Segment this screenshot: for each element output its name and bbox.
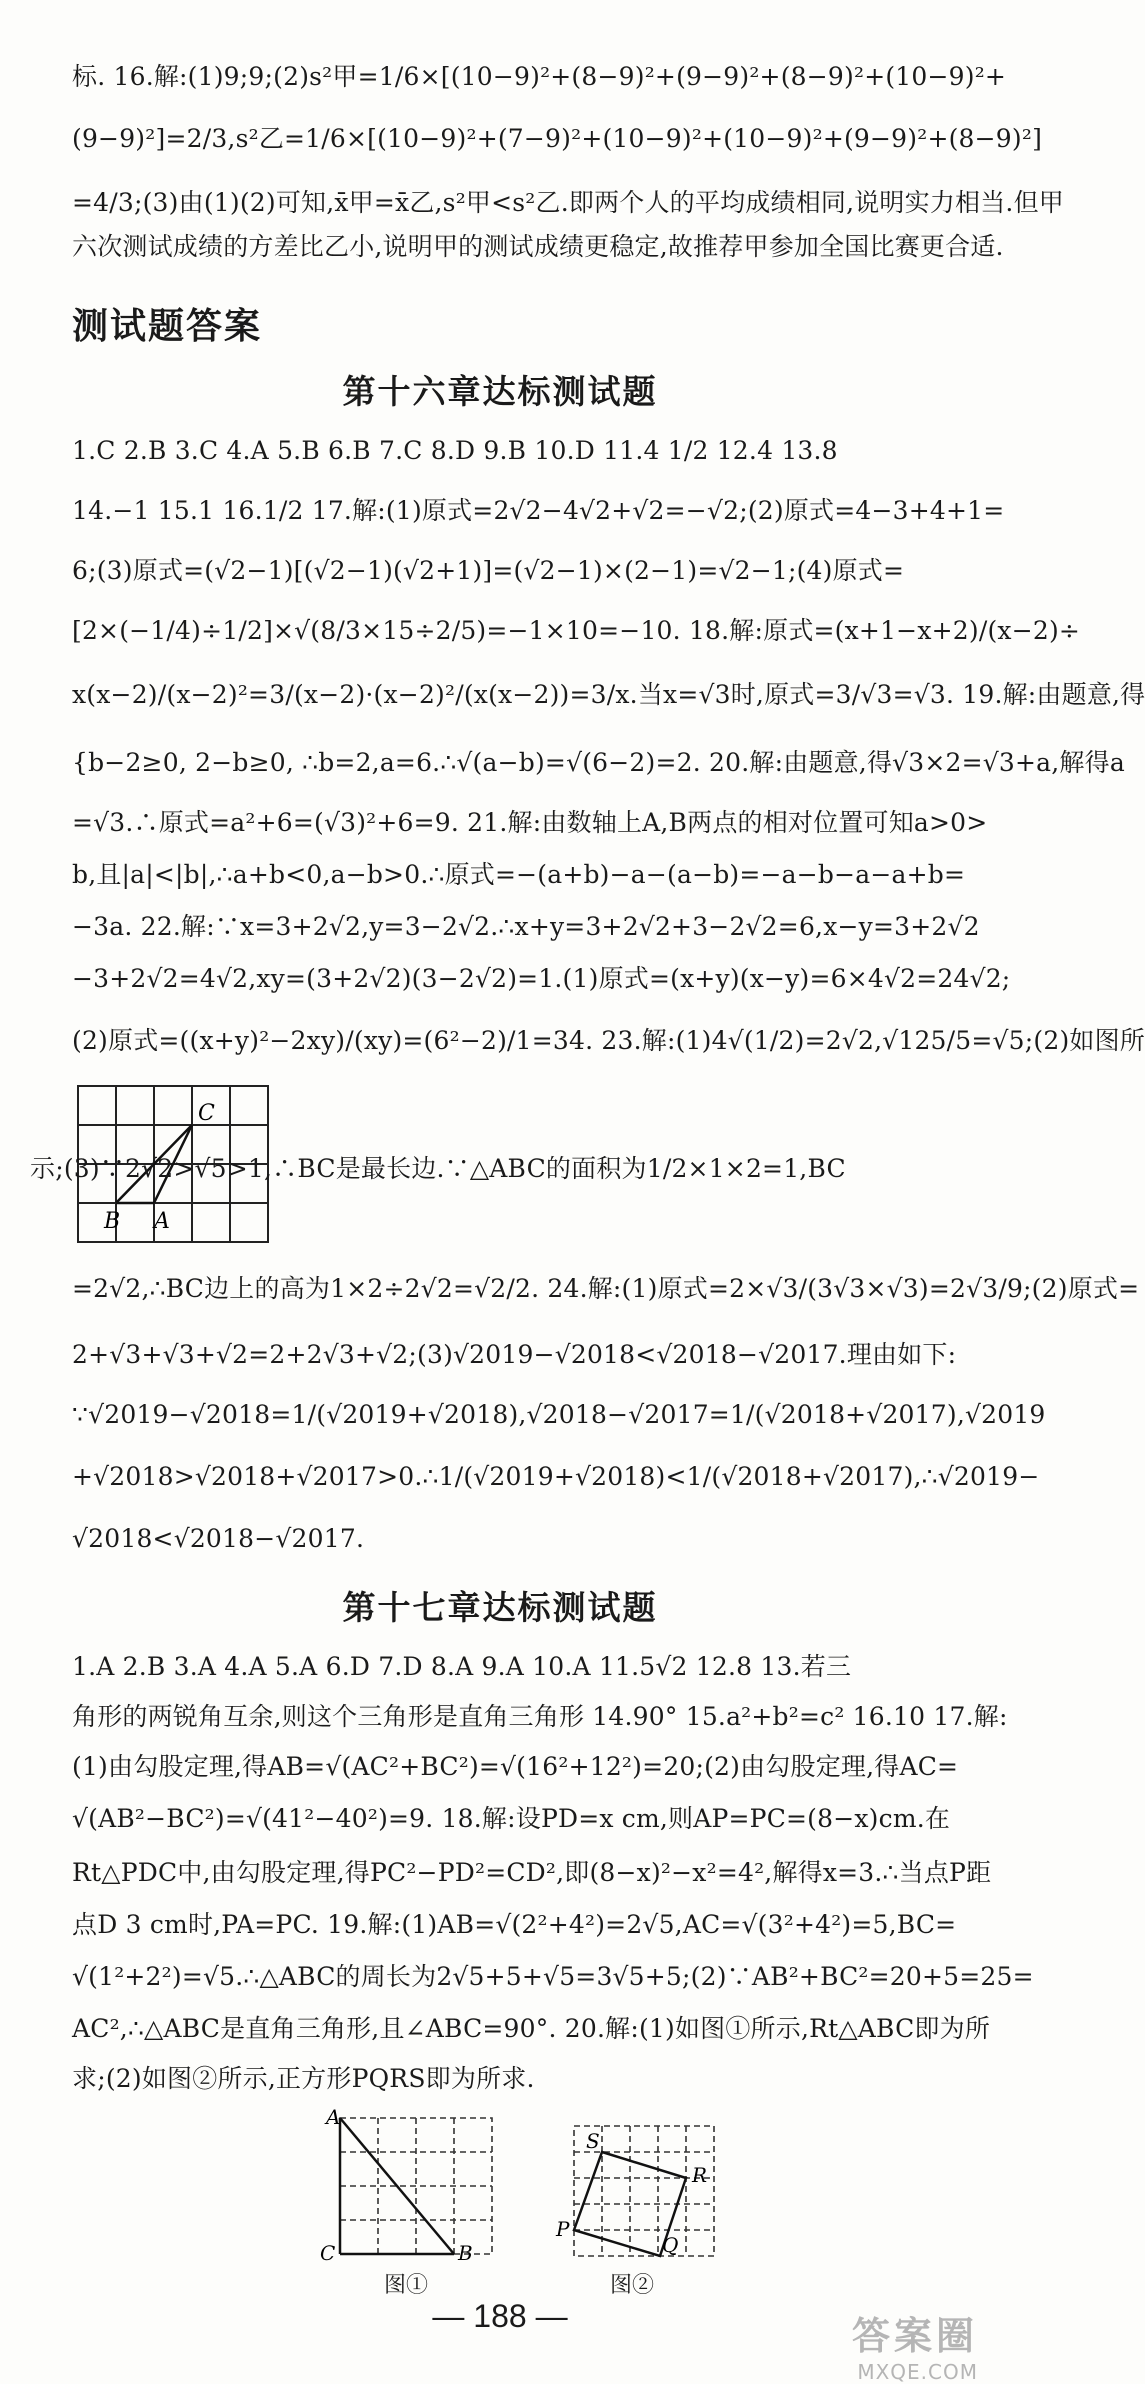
text-line: −3a. 22.解:∵x=3+2√2,y=3−2√2.∴x+y=3+2√2+3−2√2=6,x−y=3+2√2 [72,912,980,941]
square-figure [552,2120,732,2270]
text-line: (2)原式=((x+y)²−2xy)/(xy)=(6²−2)/1=34. 23.解:(1)4√(1/2)=2√2,√125/5=√5;(2)如图所 [72,1026,1145,1055]
text-line: {b−2≥0, 2−b≥0, ∴b=2,a=6.∴√(a−b)=√(6−2)=2. 20.解:由题意,得√3×2=√3+a,解得a [72,748,1125,777]
text-line: =√3.∴原式=a²+6=(√3)²+6=9. 21.解:由数轴上A,B两点的相对位置可知a>0> [72,808,988,837]
watermark [852,2305,978,2384]
text-line: b,且|a|<|b|,∴a+b<0,a−b>0.∴原式=−(a+b)−a−(a−b)=−a−b−a−a+b= [72,860,966,889]
text-line: +√2018>√2018+√2017>0.∴1/(√2019+√2018)<1/(√2018+√2017),∴√2019− [72,1462,1040,1491]
text-line: 六次测试成绩的方差比乙小,说明甲的测试成绩更稳定,故推荐甲参加全国比赛更合适. [72,232,1004,261]
vertex-label: A [154,1209,170,1234]
vertex-label: C [320,2241,336,2265]
page-number: — 188 — [432,2298,568,2334]
text-line: 2+√3+√3+√2=2+2√3+√2;(3)√2019−√2018<√2018−√2017.理由如下: [72,1340,957,1369]
vertex-label: B [458,2241,473,2265]
text-line: AC²,∴△ABC是直角三角形,且∠ABC=90°. 20.解:(1)如图①所示,Rt△ABC即为所 [72,2014,991,2043]
text-line: x(x−2)/(x−2)²=3/(x−2)·(x−2)²/(x(x−2))=3/x.当x=√3时,原式=3/√3=√3. 19.解:由题意,得 [72,680,1145,709]
chapter17-title: 第十七章达标测试题 [342,1588,658,1627]
text-line: (9−9)²]=2/3,s²乙=1/6×[(10−9)²+(7−9)²+(10−9)²+(10−9)²+(9−9)²+(8−9)²] [72,124,1043,153]
vertex-label: B [104,1209,121,1234]
text-line: [2×(−1/4)÷1/2]×√(8/3×15÷2/5)=−1×10=−10. 18.解:原式=(x+1−x+2)/(x−2)÷ [72,616,1081,645]
right-triangle-figure [316,2105,506,2270]
vertex-label: Q [662,2233,679,2257]
text-line: (1)由勾股定理,得AB=√(AC²+BC²)=√(16²+12²)=20;(2)由勾股定理,得AC= [72,1752,959,1781]
text-line: √2018<√2018−√2017. [72,1524,365,1553]
text-line: Rt△PDC中,由勾股定理,得PC²−PD²=CD²,即(8−x)²−x²=4²,解得x=3.∴当点P距 [72,1858,992,1887]
text-line: √(AB²−BC²)=√(41²−40²)=9. 18.解:设PD=x cm,则AP=PC=(8−x)cm.在 [72,1804,951,1833]
text-line: −3+2√2=4√2,xy=(3+2√2)(3−2√2)=1.(1)原式=(x+y)(x−y)=6×4√2=24√2; [72,964,1011,993]
text-line: 6;(3)原式=(√2−1)[(√2−1)(√2+1)]=(√2−1)×(2−1)=√2−1;(4)原式= [72,556,905,585]
section-title: 测试题答案 [72,306,263,347]
text-line: 1.C 2.B 3.C 4.A 5.B 6.B 7.C 8.D 9.B 10.D 11.4 1/2 12.4 13.8 [72,436,838,465]
text-line: =2√2,∴BC边上的高为1×2÷2√2=√2/2. 24.解:(1)原式=2×√3/(3√3×√3)=2√3/9;(2)原式= [72,1274,1140,1303]
text-line: √(1²+2²)=√5.∴△ABC的周长为2√5+5+√5=3√5+5;(2)∵AB²+BC²=20+5=25= [72,1962,1034,1991]
watermark-text: 答案圈 [851,2314,978,2358]
text-line: 示;(3)∵2√2>√5>1,∴BC是最长边.∵△ABC的面积为1/2×1×2=1,BC [30,1154,846,1183]
watermark-url: MXQE.COM [857,2360,978,2384]
figure-caption: 图② [610,2273,655,2298]
text-line: 点D 3 cm时,PA=PC. 19.解:(1)AB=√(2²+4²)=2√5,AC=√(3²+4²)=5,BC= [72,1910,957,1939]
vertex-label: C [198,1101,215,1126]
text-line: =4/3;(3)由(1)(2)可知,x̄甲=x̄乙,s²甲<s²乙.即两个人的平均成绩相同,说明实力相当.但甲 [72,188,1064,217]
vertex-label: A [326,2105,341,2129]
text-line: 1.A 2.B 3.A 4.A 5.A 6.D 7.D 8.A 9.A 10.A 11.5√2 12.8 13.若三 [72,1652,852,1681]
text-line: 14.−1 15.1 16.1/2 17.解:(1)原式=2√2−4√2+√2=−√2;(2)原式=4−3+4+1= [72,496,1005,525]
vertex-label: P [556,2217,570,2241]
vertex-label: R [692,2163,708,2187]
figure-caption: 图① [384,2273,429,2298]
vertex-label: S [586,2129,600,2153]
text-line: 求;(2)如图②所示,正方形PQRS即为所求. [72,2064,535,2093]
text-line: 角形的两锐角互余,则这个三角形是直角三角形 14.90° 15.a²+b²=c² 16.10 17.解: [72,1702,1008,1731]
text-line: 标. 16.解:(1)9;9;(2)s²甲=1/6×[(10−9)²+(8−9)²+(9−9)²+(8−9)²+(10−9)²+ [72,62,1007,91]
text-line: ∵√2019−√2018=1/(√2019+√2018),√2018−√2017=1/(√2018+√2017),√2019 [72,1400,1046,1429]
chapter16-title: 第十六章达标测试题 [342,372,658,411]
